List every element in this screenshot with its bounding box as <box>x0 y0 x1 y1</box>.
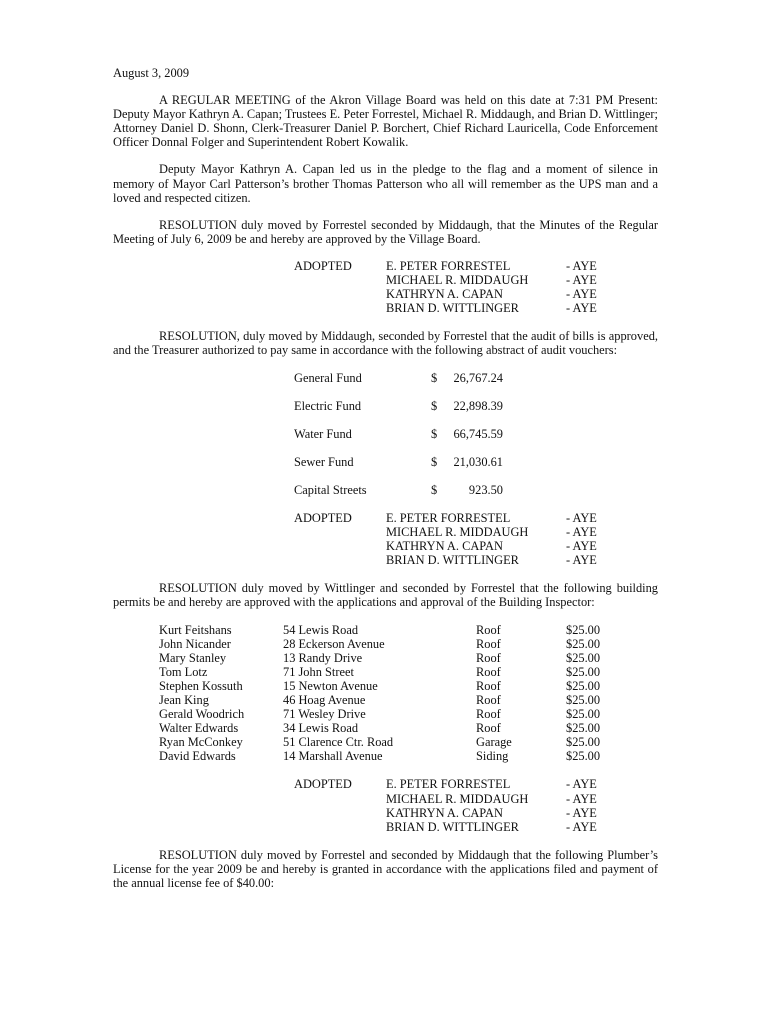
vote-member-vote: - AYE <box>566 819 597 834</box>
adopted-label: ADOPTED <box>294 510 352 525</box>
permit-fee: $25.00 <box>566 749 601 764</box>
permit-applicant: Kurt Feitshans <box>159 622 232 637</box>
fund-amount: 26,767.24 <box>453 370 503 385</box>
permit-fee: $25.00 <box>566 707 601 722</box>
fund-row <box>294 427 658 441</box>
vote-member-name: E. PETER FORRESTEL <box>386 777 511 792</box>
permit-fee: $25.00 <box>566 664 601 679</box>
permit-fee: $25.00 <box>566 693 601 707</box>
vote-member-vote: - AYE <box>566 805 597 820</box>
permit-applicant: John Nicander <box>159 636 231 651</box>
permit-applicant: David Edwards <box>159 749 236 764</box>
table-row <box>159 693 658 707</box>
fund-row <box>294 483 658 497</box>
vote-member-name: BRIAN D. WITTLINGER <box>386 553 519 568</box>
vote-block-minutes <box>294 259 658 315</box>
vote-member-vote: - AYE <box>566 258 597 273</box>
permit-applicant: Gerald Woodrich <box>159 707 245 722</box>
permit-address: 13 Randy Drive <box>283 650 363 665</box>
vote-member-vote: - AYE <box>566 287 597 302</box>
table-row <box>159 637 658 651</box>
table-row <box>159 721 658 735</box>
vote-member-name: BRIAN D. WITTLINGER <box>386 819 519 834</box>
fund-name: Sewer Fund <box>294 454 354 469</box>
adopted-label: ADOPTED <box>294 777 352 792</box>
fund-currency: $ <box>431 482 438 497</box>
vote-block-audit <box>294 511 658 567</box>
permit-fee: $25.00 <box>566 735 601 750</box>
vote-member-name: KATHRYN A. CAPAN <box>386 805 503 820</box>
fund-name: General Fund <box>294 370 362 385</box>
permit-applicant: Jean King <box>159 693 209 707</box>
permit-fee: $25.00 <box>566 650 601 665</box>
fund-row <box>294 455 658 469</box>
permit-address: 71 John Street <box>283 664 354 679</box>
attendance-paragraph: A REGULAR MEETING of the Akron Village Board was held on this date at 7:31 PM Present: Deputy Mayor Kathryn A. Capan; Trustees E. Peter Forrestel, Michael R. Middaugh, and Brian D. Wittlinger; Attorney Daniel D. Shonn, Clerk-Treasurer Daniel P. Borchert, Chief Richard Lauricella, Code Enforcement Officer Donnal Folger and Superintendent Robert Kowalik. <box>113 93 658 150</box>
fund-amount: 22,898.39 <box>453 398 503 413</box>
permit-type: Siding <box>476 749 509 764</box>
permit-applicant: Mary Stanley <box>159 650 227 665</box>
table-row <box>159 749 658 763</box>
permit-type: Roof <box>476 721 501 736</box>
fund-amount: 923.50 <box>468 482 503 497</box>
fund-currency: $ <box>431 398 438 413</box>
vote-member-vote: - AYE <box>566 510 597 525</box>
plumber-license-resolution: RESOLUTION duly moved by Forrestel and seconded by Middaugh that the following Plumber’s License for the year 2009 be and hereby is granted in accordance with the applications filed and payment of the annual license fee of $40.00: <box>113 847 658 891</box>
permit-address: 34 Lewis Road <box>283 721 359 736</box>
vote-member-name: KATHRYN A. CAPAN <box>386 287 503 302</box>
permit-applicant: Walter Edwards <box>159 721 239 736</box>
permit-fee: $25.00 <box>566 721 601 736</box>
table-row <box>159 735 658 749</box>
permit-type: Roof <box>476 707 501 722</box>
permit-type: Roof <box>476 678 501 693</box>
permit-type: Roof <box>476 693 501 707</box>
permit-type: Roof <box>476 650 501 665</box>
permit-applicant: Stephen Kossuth <box>159 678 243 693</box>
fund-amount: 21,030.61 <box>453 454 503 469</box>
permit-type: Roof <box>476 636 501 651</box>
vote-block-permits <box>294 777 658 833</box>
permit-address: 71 Wesley Drive <box>283 707 366 722</box>
audit-resolution: RESOLUTION, duly moved by Middaugh, seconded by Forrestel that the audit of bills is approved, and the Treasurer authorized to pay same in accordance with the following abstract of audit vouchers: <box>113 329 658 358</box>
vote-member-vote: - AYE <box>566 525 597 540</box>
table-row <box>159 679 658 693</box>
vote-member-name: KATHRYN A. CAPAN <box>386 539 503 554</box>
permit-address: 15 Newton Avenue <box>283 678 378 693</box>
permit-address: 54 Lewis Road <box>283 622 359 637</box>
permit-applicant: Tom Lotz <box>159 664 208 679</box>
fund-amount: 66,745.59 <box>453 426 503 441</box>
fund-row <box>294 371 658 385</box>
permit-fee: $25.00 <box>566 678 601 693</box>
table-row <box>159 651 658 665</box>
permit-address: 46 Hoag Avenue <box>283 693 366 707</box>
fund-currency: $ <box>431 370 438 385</box>
adopted-label: ADOPTED <box>294 258 352 273</box>
fund-name: Water Fund <box>294 426 352 441</box>
permit-type: Garage <box>476 735 512 750</box>
permit-type: Roof <box>476 622 501 637</box>
permit-fee: $25.00 <box>566 636 601 651</box>
permits-resolution: RESOLUTION duly moved by Wittlinger and seconded by Forrestel that the following building permits be and hereby are approved with the applications and approval of the Building Inspector: <box>113 581 658 610</box>
table-row <box>159 623 658 637</box>
permit-applicant: Ryan McConkey <box>159 735 243 750</box>
table-row <box>159 665 658 679</box>
vote-member-vote: - AYE <box>566 301 597 316</box>
vote-member-name: MICHAEL R. MIDDAUGH <box>386 525 529 540</box>
vote-member-name: E. PETER FORRESTEL <box>386 258 511 273</box>
permit-table <box>159 623 658 764</box>
fund-currency: $ <box>431 426 438 441</box>
table-row <box>159 707 658 721</box>
vote-member-vote: - AYE <box>566 777 597 792</box>
vote-member-name: MICHAEL R. MIDDAUGH <box>386 273 529 288</box>
permit-address: 28 Eckerson Avenue <box>283 636 385 651</box>
fund-row <box>294 399 658 413</box>
document-page <box>113 66 658 903</box>
permit-address: 51 Clarence Ctr. Road <box>283 735 394 750</box>
vote-member-vote: - AYE <box>566 791 597 806</box>
permit-address: 14 Marshall Avenue <box>283 749 383 764</box>
vote-member-name: MICHAEL R. MIDDAUGH <box>386 791 529 806</box>
permit-type: Roof <box>476 664 501 679</box>
minutes-resolution: RESOLUTION duly moved by Forrestel seconded by Middaugh, that the Minutes of the Regular Meeting of July 6, 2009 be and hereby are approved by the Village Board. <box>113 217 658 246</box>
vote-member-name: BRIAN D. WITTLINGER <box>386 301 519 316</box>
fund-name: Electric Fund <box>294 398 362 413</box>
vote-member-vote: - AYE <box>566 273 597 288</box>
meeting-date: August 3, 2009 <box>113 66 190 80</box>
permit-fee: $25.00 <box>566 622 601 637</box>
pledge-paragraph: Deputy Mayor Kathryn A. Capan led us in the pledge to the flag and a moment of silence in memory of Mayor Carl Patterson’s brother Thomas Patterson who all will remember as the UPS man and a loved and respected citizen. <box>113 162 658 205</box>
fund-currency: $ <box>431 454 438 469</box>
fund-name: Capital Streets <box>294 482 367 497</box>
vote-member-name: E. PETER FORRESTEL <box>386 510 511 525</box>
vote-member-vote: - AYE <box>566 553 597 568</box>
fund-list <box>294 371 658 497</box>
vote-member-vote: - AYE <box>566 539 597 554</box>
